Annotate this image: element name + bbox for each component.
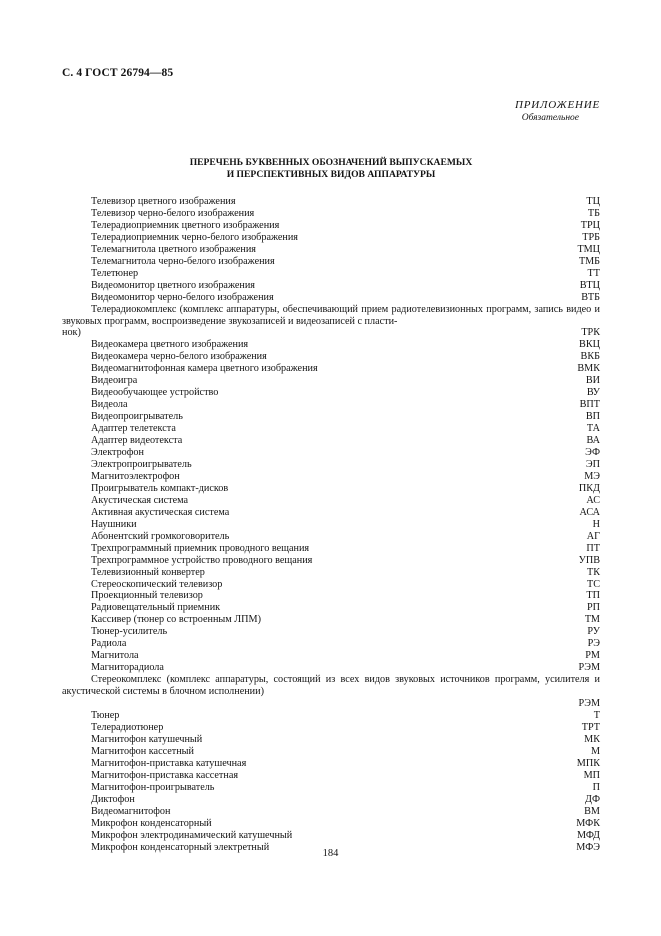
- item-name: Видеообучающее устройство: [91, 387, 219, 399]
- item-name: Тюнер-усилитель: [91, 626, 168, 638]
- list-item: [62, 280, 600, 292]
- list-title-line-1: ПЕРЕЧЕНЬ БУКВЕННЫХ ОБОЗНАЧЕНИЙ ВЫПУСКАЕМЫХ: [189, 157, 473, 168]
- item-name: Радиола: [91, 638, 127, 650]
- list-item: [62, 220, 600, 232]
- item-name: Адаптер видеотекста: [91, 435, 183, 447]
- item-code: ВИ: [585, 375, 600, 387]
- list-item: [62, 531, 600, 543]
- item-code: ТРЦ: [580, 219, 600, 231]
- document-header: С. 4 ГОСТ 26794—85: [62, 67, 174, 79]
- list-item: [62, 794, 600, 806]
- item-code: ВКЦ: [579, 339, 600, 351]
- list-item: [62, 363, 600, 375]
- item-name: Микрофон электродинамический катушечный: [91, 829, 293, 841]
- list-item: [62, 806, 600, 818]
- item-name: Телевизор черно-белого изображения: [91, 207, 255, 219]
- list-item: [62, 818, 600, 830]
- item-name: Телерадиоприемник черно-белого изображения: [91, 231, 298, 243]
- item-code: ТРТ: [581, 721, 600, 733]
- item-name: Диктофон: [91, 793, 135, 805]
- list-group-tv: [62, 196, 600, 304]
- item-name: Магнитофон-приставка катушечная: [91, 757, 247, 769]
- item-code: ВКБ: [580, 351, 600, 363]
- list-item-paragraph-trk: [62, 304, 600, 340]
- list-group-av: [62, 339, 600, 674]
- list-item: [62, 292, 600, 304]
- item-code: УПВ: [578, 554, 600, 566]
- item-code: АГ: [586, 530, 600, 542]
- list-title: [62, 157, 600, 181]
- item-code: РЭМ: [578, 698, 600, 710]
- list-item: [62, 459, 600, 471]
- item-code: МФЭ: [576, 841, 600, 853]
- item-code: ПКД: [578, 482, 600, 494]
- item-code: ПТ: [586, 542, 600, 554]
- paragraph-text: Телерадиокомплекс (комплекс аппаратуры, обеспечивающий прием радиотелевизионных программ, запись видео и звуковых программ, воспроизведение звукозаписей и видеозаписей с пласти-: [62, 303, 600, 327]
- item-code: РУ: [587, 626, 600, 638]
- item-name: Магнитофон-приставка кассетная: [91, 769, 239, 781]
- item-name: Видеоигра: [91, 375, 138, 387]
- item-name: Кассивер (тюнер со встроенным ЛПМ): [91, 614, 261, 626]
- item-name: Микрофон конденсаторный: [91, 817, 212, 829]
- item-code: ТТ: [587, 267, 600, 279]
- list-item: [62, 447, 600, 459]
- list-item: [62, 519, 600, 531]
- item-code: ТК: [586, 566, 600, 578]
- appendix-title: ПРИЛОЖЕНИЕ: [515, 99, 600, 111]
- item-code: ТС: [586, 578, 600, 590]
- item-code: РЭ: [587, 638, 600, 650]
- item-name: Трехпрограммный приемник проводного вещания: [91, 542, 310, 554]
- item-name: Видеомонитор черно-белого изображения: [91, 291, 274, 303]
- item-code: ВМК: [577, 363, 600, 375]
- item-code: ДФ: [585, 793, 600, 805]
- list-item: [62, 471, 600, 483]
- list-title-line-2: И ПЕРСПЕКТИВНЫХ ВИДОВ АППАРАТУРЫ: [226, 169, 436, 180]
- item-name: Телерадиотюнер: [91, 721, 164, 733]
- item-name: Видеомагнитофон: [91, 805, 171, 817]
- item-name: Видеомагнитофонная камера цветного изображения: [91, 363, 318, 375]
- item-code: ТМЦ: [577, 243, 600, 255]
- list-item: [62, 638, 600, 650]
- list-item: [62, 375, 600, 387]
- item-code: ВМ: [584, 805, 600, 817]
- list-group-audio: [62, 710, 600, 853]
- item-code: МП: [583, 769, 600, 781]
- list-item: [62, 782, 600, 794]
- item-name: Стереоскопический телевизор: [91, 578, 223, 590]
- item-code: МК: [584, 733, 600, 745]
- list-item: [62, 256, 600, 268]
- list-item: [62, 268, 600, 280]
- list-item: [62, 351, 600, 363]
- item-name: Телевизор цветного изображения: [91, 196, 236, 207]
- list-item: [62, 746, 600, 758]
- item-name: Наушники: [91, 518, 137, 530]
- list-item: [62, 232, 600, 244]
- item-name: Трехпрограммное устройство проводного вещания: [91, 554, 313, 566]
- item-code: ТА: [586, 423, 600, 435]
- item-code: МПК: [576, 757, 600, 769]
- item-code: МЭ: [584, 470, 600, 482]
- item-name: Телемагнитола черно-белого изображения: [91, 255, 275, 267]
- list-item: [62, 710, 600, 722]
- list-item-paragraph-rem: [62, 674, 600, 710]
- item-name: Активная акустическая система: [91, 506, 230, 518]
- page-number: 184: [322, 848, 339, 859]
- item-name: Проигрыватель компакт-дисков: [91, 482, 229, 494]
- list-item: [62, 339, 600, 351]
- list-item: [62, 495, 600, 507]
- item-code: РМ: [585, 650, 600, 662]
- list-item: [62, 650, 600, 662]
- list-item: [62, 770, 600, 782]
- item-name: Магниторадиола: [91, 662, 164, 674]
- item-name: Электропроигрыватель: [91, 458, 192, 470]
- paragraph-text: [62, 674, 600, 710]
- item-name: Телевизионный конвертер: [91, 566, 205, 578]
- item-code: ВА: [586, 435, 600, 447]
- item-name: Проекционный телевизор: [91, 590, 203, 602]
- item-name: Видеола: [91, 399, 128, 411]
- item-code: М: [590, 745, 600, 757]
- item-name: Видеомонитор цветного изображения: [91, 279, 255, 291]
- item-name: Телетюнер: [91, 267, 139, 279]
- item-code: РЭМ: [578, 662, 600, 674]
- item-code: АСА: [579, 506, 600, 518]
- item-code: ВТЦ: [579, 279, 600, 291]
- item-name: Акустическая система: [91, 494, 189, 506]
- item-code: ВТБ: [581, 291, 600, 303]
- list-item: [62, 626, 600, 638]
- item-code: ТРК: [581, 327, 600, 339]
- item-code: Н: [592, 518, 600, 530]
- list-item: [62, 399, 600, 411]
- item-code: АС: [586, 494, 600, 506]
- list-item: [62, 387, 600, 399]
- item-code: ЭФ: [585, 447, 600, 459]
- paragraph-end: [62, 327, 600, 339]
- item-code: ВУ: [586, 387, 600, 399]
- appendix-note: Обязательное: [521, 113, 579, 123]
- list-item: [62, 543, 600, 555]
- list-item: [62, 590, 600, 602]
- item-code: ЭП: [585, 458, 600, 470]
- designation-list: [62, 196, 600, 853]
- list-item: [62, 196, 600, 208]
- item-code: МФК: [576, 817, 600, 829]
- item-name: Абонентский громкоговоритель: [91, 530, 230, 542]
- item-name: Магнитофон-проигрыватель: [91, 781, 215, 793]
- list-item: [62, 411, 600, 423]
- list-item: [62, 662, 600, 674]
- list-item: [62, 579, 600, 591]
- item-name: Телерадиоприемник цветного изображения: [91, 219, 280, 231]
- item-name: Электрофон: [91, 447, 144, 459]
- item-name: Радиовещательный приемник: [91, 602, 221, 614]
- item-name: Магнитофон кассетный: [91, 745, 194, 757]
- paragraph-content: Стереокомплекс (комплекс аппаратуры, состоящий из всех видов звуковых источников программ, усилителя и акустической системы в блочном исполнении): [62, 674, 600, 698]
- list-item: [62, 830, 600, 842]
- item-code: ВПТ: [579, 399, 600, 411]
- list-item: [62, 602, 600, 614]
- item-code: П: [592, 781, 600, 793]
- item-code: РП: [586, 602, 600, 614]
- list-item: [62, 758, 600, 770]
- list-item: [62, 507, 600, 519]
- list-item: [62, 483, 600, 495]
- list-item: [62, 208, 600, 220]
- list-item: [62, 555, 600, 567]
- list-item: [62, 435, 600, 447]
- list-item: [62, 423, 600, 435]
- item-code: Т: [593, 710, 600, 722]
- item-code: ТП: [586, 590, 600, 602]
- item-code: МФД: [576, 829, 600, 841]
- item-name: Магнитофон катушечный: [91, 733, 203, 745]
- list-item: [62, 567, 600, 579]
- paragraph-last-line: нок): [62, 327, 81, 339]
- item-name: Телемагнитола цветного изображения: [91, 243, 256, 255]
- item-code: ТМ: [584, 614, 600, 626]
- item-name: Магнитола: [91, 650, 139, 662]
- item-code: ВП: [585, 411, 600, 423]
- item-name: Адаптер телетекста: [91, 423, 176, 435]
- item-name: Видеопроигрыватель: [91, 411, 183, 423]
- item-code: ТРБ: [582, 231, 600, 243]
- list-item: [62, 734, 600, 746]
- item-name: Тюнер: [91, 710, 120, 722]
- item-code: ТЦ: [586, 196, 600, 207]
- list-item: [62, 244, 600, 256]
- list-item: [62, 614, 600, 626]
- appendix-label: [515, 98, 600, 124]
- item-name: Видеокамера черно-белого изображения: [91, 351, 267, 363]
- list-item: [62, 722, 600, 734]
- item-code: ТБ: [587, 207, 600, 219]
- item-name: Микрофон конденсаторный электретный: [91, 841, 270, 853]
- item-name: Магнитоэлектрофон: [91, 470, 180, 482]
- item-code: ТМБ: [579, 255, 600, 267]
- item-name: Видеокамера цветного изображения: [91, 339, 249, 351]
